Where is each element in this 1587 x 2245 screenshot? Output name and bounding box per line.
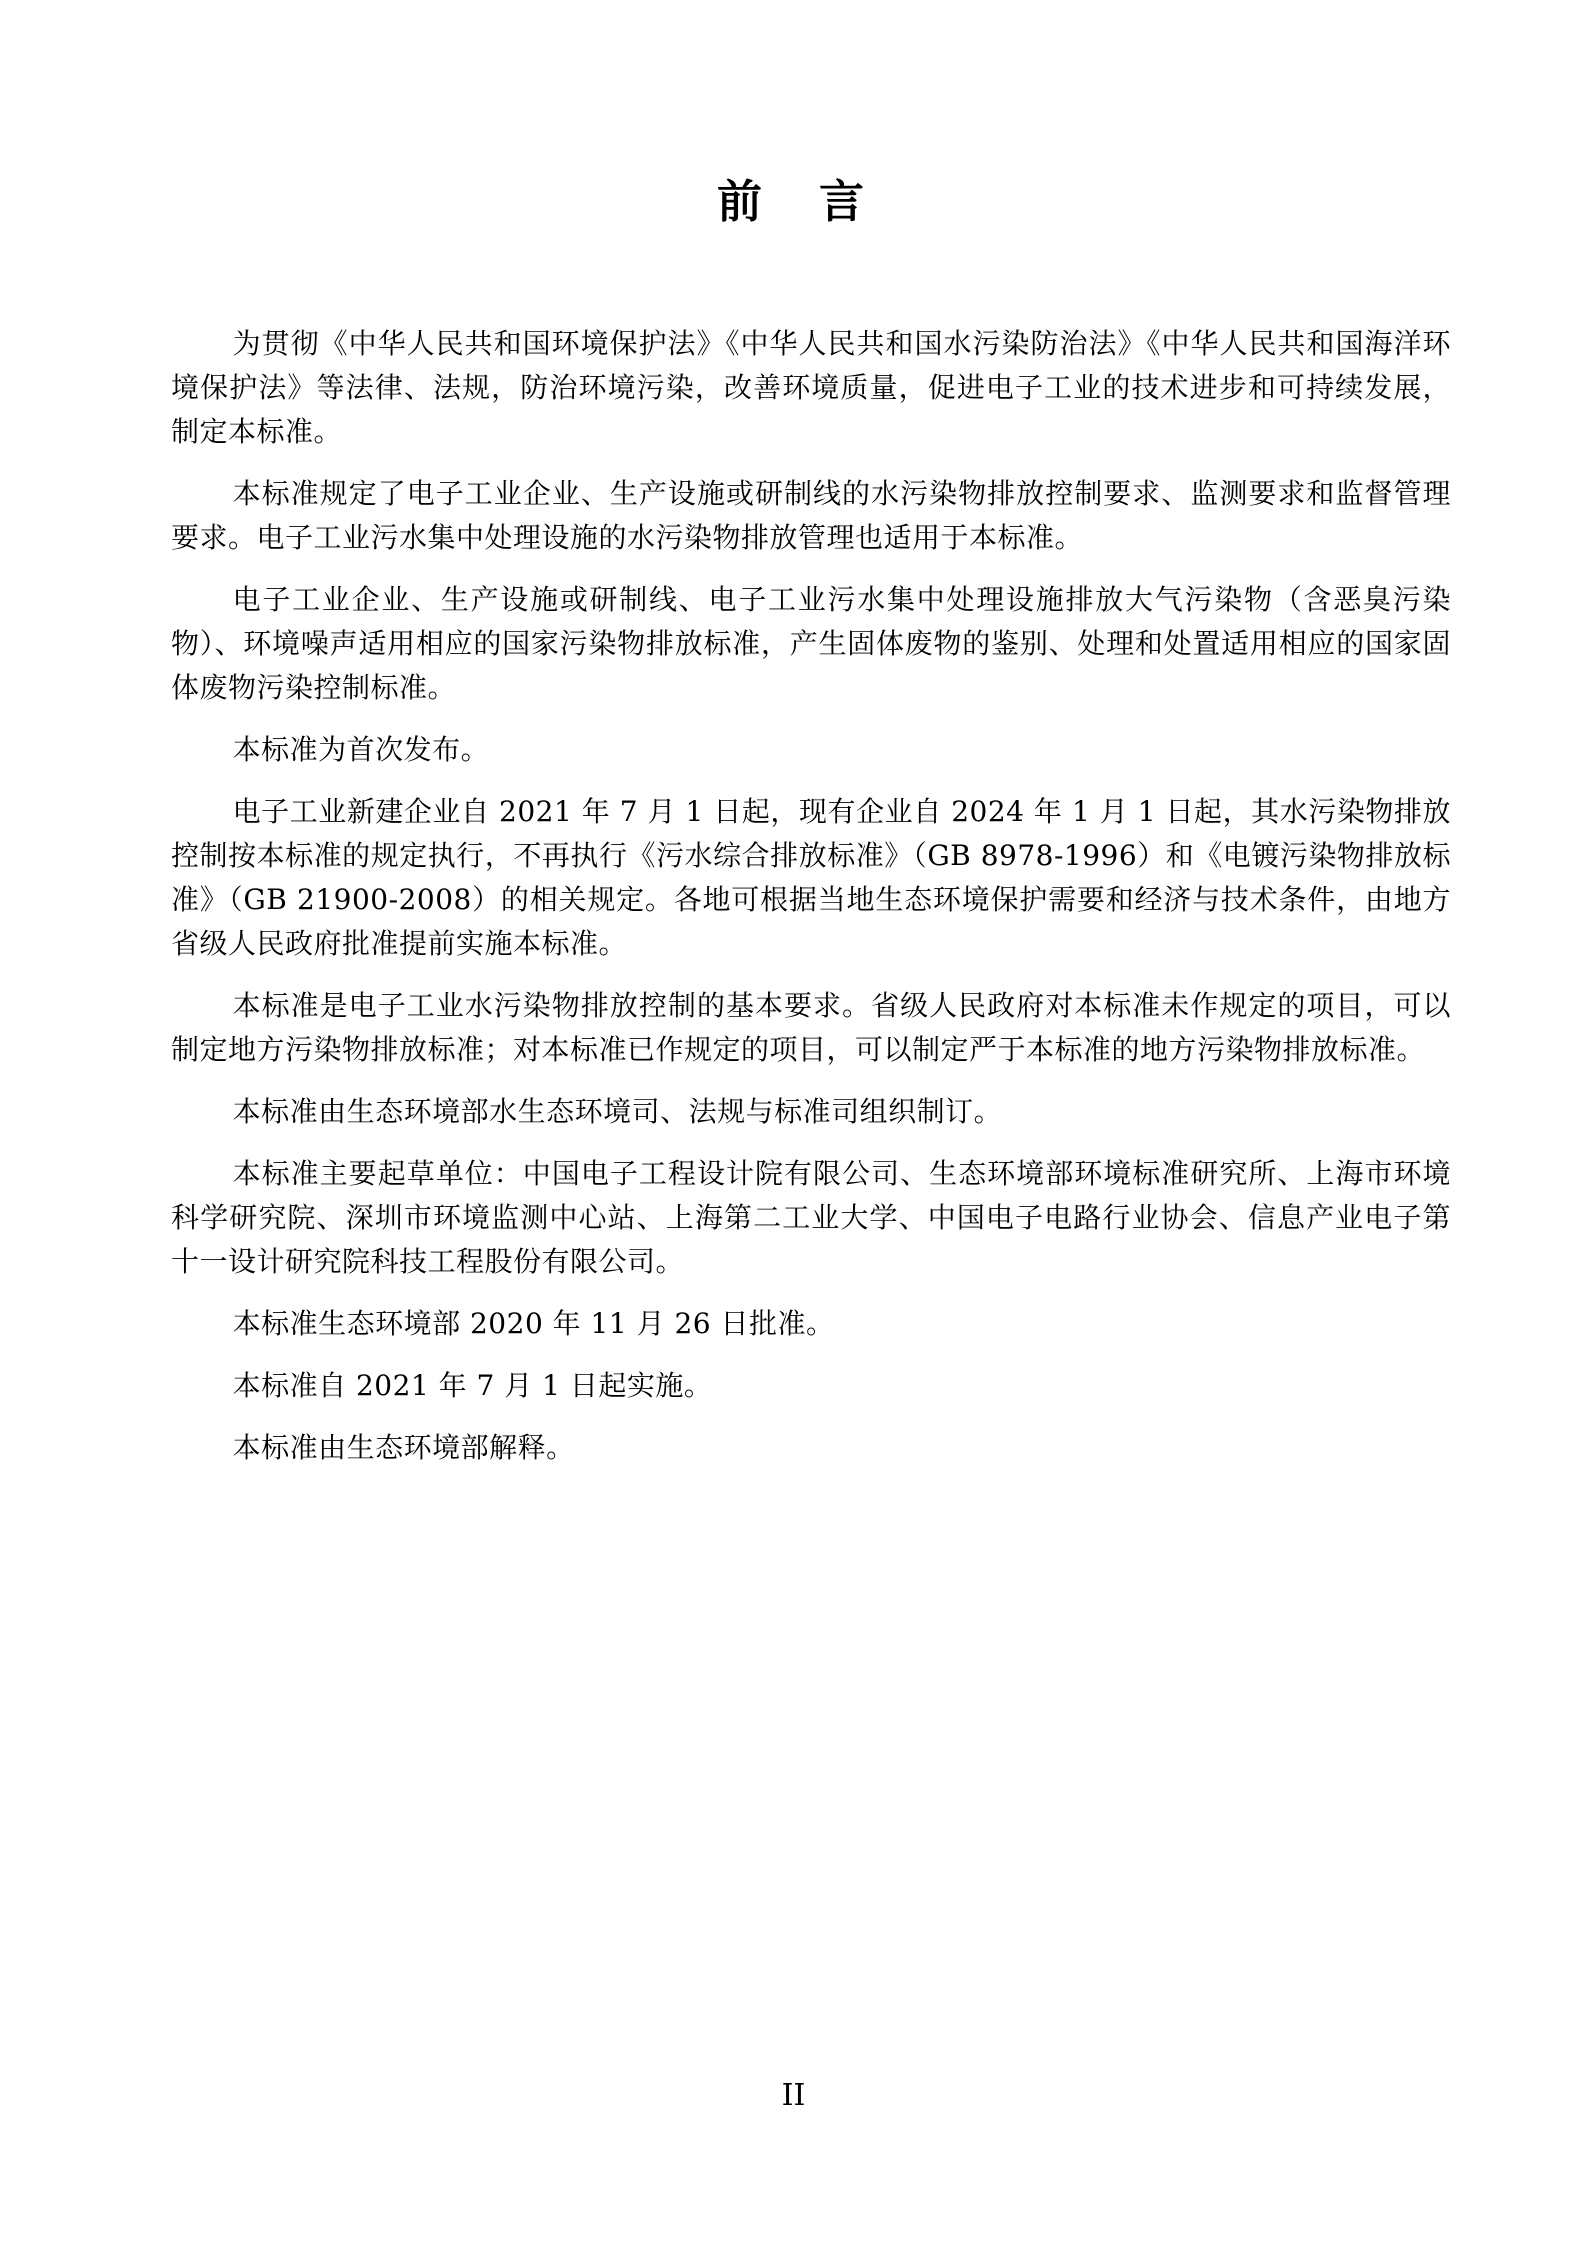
paragraph-basic-requirements: 本标准是电子工业水污染物排放控制的基本要求。省级人民政府对本标准未作规定的项目，可以制定地方污染物排放标准；对本标准已作规定的项目，可以制定严于本标准的地方污染物排放标准。 bbox=[171, 989, 1451, 1066]
paragraph-interpretation: 本标准由生态环境部解释。 bbox=[232, 1431, 575, 1464]
paragraph-approval-date: 本标准生态环境部 2020 年 11 月 26 日批准。 bbox=[232, 1307, 835, 1340]
paragraph-effective-dates: 电子工业新建企业自 2021 年 7 月 1 日起，现有企业自 2024 年 1 月 1 日起，其水污染物排放控制按本标准的规定执行，不再执行《污水综合排放标准》（GB 8978-1996）和《电镀污染物排放标准》（GB 21900-2008）的相关规定。各地可根据当地生态环境保护需要和经济与技术条件，由地方省级人民政府批准提前实施本标准。 bbox=[171, 795, 1451, 960]
paragraph-implementation-date: 本标准自 2021 年 7 月 1 日起实施。 bbox=[232, 1369, 713, 1402]
paragraph-scope: 本标准规定了电子工业企业、生产设施或研制线的水污染物排放控制要求、监测要求和监督管理要求。电子工业污水集中处理设施的水污染物排放管理也适用于本标准。 bbox=[171, 477, 1451, 554]
paragraph-first-release: 本标准为首次发布。 bbox=[232, 733, 490, 766]
page-number: II bbox=[781, 2078, 806, 2113]
page-title: 前 言 bbox=[716, 175, 870, 228]
paragraph-drafting-units: 本标准主要起草单位：中国电子工程设计院有限公司、生态环境部环境标准研究所、上海市环境科学研究院、深圳市环境监测中心站、上海第二工业大学、中国电子电路行业协会、信息产业电子第十一设计研究院科技工程股份有限公司。 bbox=[171, 1157, 1451, 1278]
preface-body bbox=[171, 322, 1451, 1488]
paragraph-intent: 为贯彻《中华人民共和国环境保护法》《中华人民共和国水污染防治法》《中华人民共和国海洋环境保护法》等法律、法规，防治环境污染，改善环境质量，促进电子工业的技术进步和可持续发展，制定本标准。 bbox=[171, 327, 1451, 448]
paragraph-organizers: 本标准由生态环境部水生态环境司、法规与标准司组织制订。 bbox=[232, 1095, 1003, 1128]
paragraph-other-standards: 电子工业企业、生产设施或研制线、电子工业污水集中处理设施排放大气污染物（含恶臭污染物）、环境噪声适用相应的国家污染物排放标准，产生固体废物的鉴别、处理和处置适用相应的国家固体废物污染控制标准。 bbox=[171, 583, 1451, 704]
